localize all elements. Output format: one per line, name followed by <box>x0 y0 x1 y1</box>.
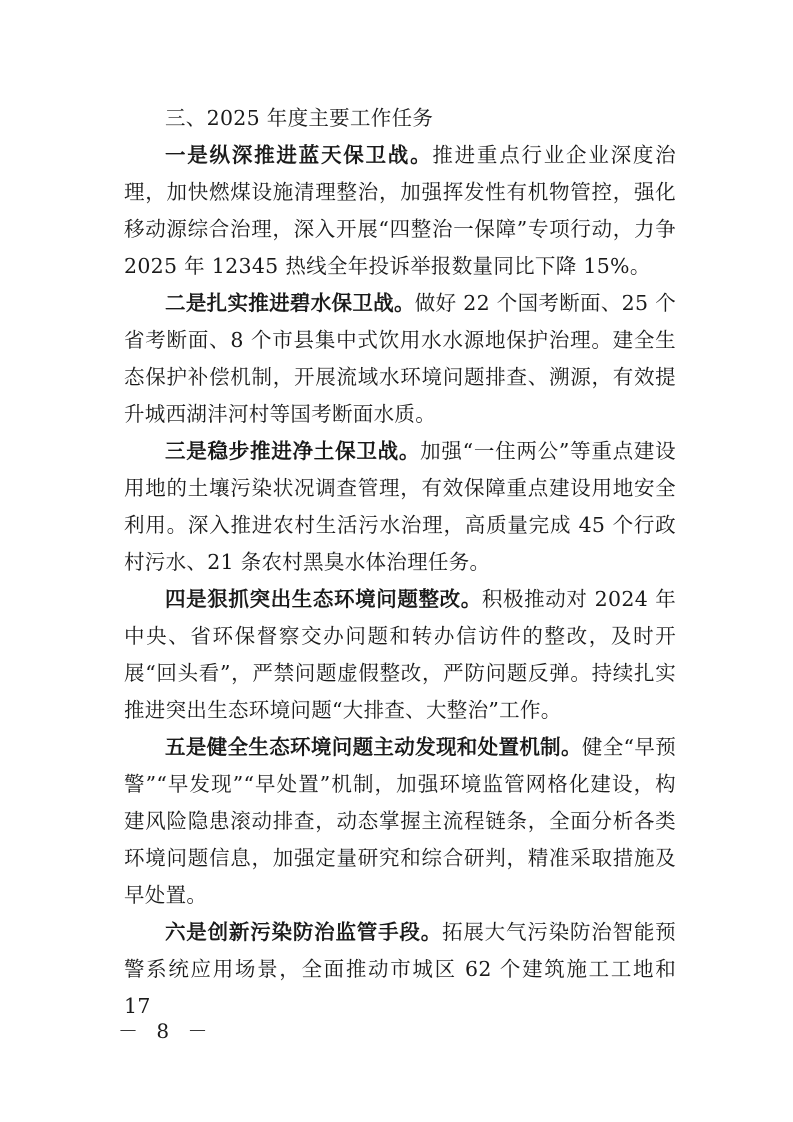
task-lead-2: 二是扎实推进碧水保卫战。 <box>165 291 415 315</box>
task-lead-4: 四是狠抓突出生态环境问题整改。 <box>165 587 482 611</box>
section-heading: 三、2025 年度主要工作任务 <box>165 106 434 130</box>
task-lead-3: 三是稳步推进净土保卫战。 <box>165 439 421 463</box>
task-lead-5: 五是健全生态环境问题主动发现和处置机制。 <box>165 735 582 759</box>
task-text-5: 健全“早预警”“早发现”“早处置”机制，加强环境监管网格化建设，构建风险隐患滚动排查，动态掌握主流程链条，全面分析各类环境问题信息，加强定量研究和综合研判，精准采取措施及早处置。 <box>124 735 677 907</box>
task-paragraph-4 <box>124 581 676 729</box>
task-lead-1: 一是纵深推进蓝天保卫战。 <box>165 143 433 167</box>
task-text-1: 推进重点行业企业深度治理，加快燃煤设施清理整治，加强挥发性有机物管控，强化移动源综合治理，深入开展“四整治一保障”专项行动，力争 2025 年 12345 热线全年投诉举报数量同比下降 15%。 <box>124 143 676 278</box>
task-paragraph-2 <box>124 285 676 433</box>
task-text-4: 积极推动对 2024 年中央、省环保督察交办问题和转办信访件的整改，及时开展“回头看”，严禁问题虚假整改，严防问题反弹。持续扎实推进突出生态环境问题“大排查、大整治”工作。 <box>124 587 676 722</box>
task-paragraph-6 <box>124 914 676 1025</box>
task-paragraph-3 <box>124 433 676 581</box>
page-number: － 8 － <box>118 1019 214 1043</box>
task-text-2: 做好 22 个国考断面、25 个省考断面、8 个市县集中式饮用水水源地保护治理。建全生态保护补偿机制，开展流域水环境问题排查、溯源，有效提升城西湖沣河村等国考断面水质。 <box>124 291 676 426</box>
task-text-3: 加强“一住两公”等重点建设用地的土壤污染状况调查管理，有效保障重点建设用地安全利用。深入推进农村生活污水治理，高质量完成 45 个行政村污水、21 条农村黑臭水体治理任务。 <box>124 439 676 574</box>
task-text-6: 拓展大气污染防治智能预警系统应用场景，全面推动市城区 62 个建筑施工工地和 17 <box>124 920 676 1018</box>
task-paragraph-5 <box>124 729 676 914</box>
task-paragraph-1 <box>124 137 676 285</box>
document-body <box>124 100 676 1025</box>
task-lead-6: 六是创新污染防治监管手段。 <box>165 920 443 944</box>
